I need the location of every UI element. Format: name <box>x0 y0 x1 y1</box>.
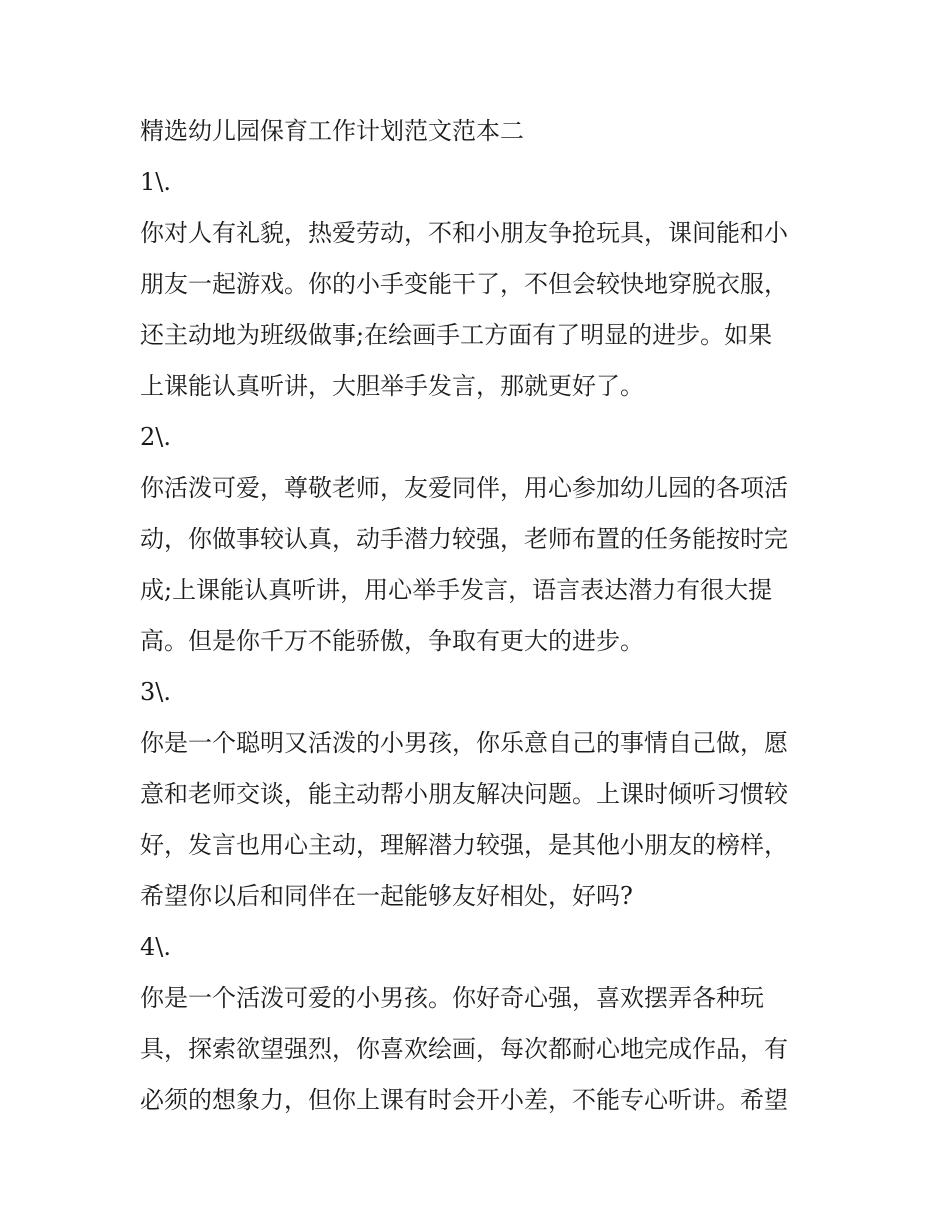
paragraph-line: 动，你做事较认真，动手潜力较强，老师布置的任务能按时完 <box>140 525 788 553</box>
section-paragraph <box>140 973 820 1126</box>
section-number: 2\. <box>140 423 171 451</box>
section-number: 4\. <box>140 933 171 961</box>
paragraph-line: 希望你以后和同伴在一起能够友好相处，好吗? <box>140 882 633 910</box>
paragraph-line: 你是一个聪明又活泼的小男孩，你乐意自己的事情自己做，愿 <box>140 729 788 757</box>
section-number: 1\. <box>140 168 171 196</box>
section-2 <box>140 412 820 667</box>
section-3 <box>140 667 820 922</box>
section-1 <box>140 157 820 412</box>
paragraph-line: 你活泼可爱，尊敬老师，友爱同伴，用心参加幼儿园的各项活 <box>140 474 788 502</box>
paragraph-line: 高。但是你千万不能骄傲，争取有更大的进步。 <box>140 627 644 655</box>
section-4 <box>140 922 820 1126</box>
section-paragraph <box>140 463 820 667</box>
document-title: 精选幼儿园保育工作计划范文范本二 <box>140 117 524 145</box>
paragraph-line: 上课能认真听讲，大胆举手发言，那就更好了。 <box>140 372 644 400</box>
paragraph-line: 你对人有礼貌，热爱劳动，不和小朋友争抢玩具，课间能和小 <box>140 219 788 247</box>
paragraph-line: 还主动地为班级做事;在绘画手工方面有了明显的进步。如果 <box>140 321 773 349</box>
paragraph-line: 必须的想象力，但你上课有时会开小差，不能专心听讲。希望 <box>140 1086 788 1114</box>
paragraph-line: 具，探索欲望强烈，你喜欢绘画，每次都耐心地完成作品，有 <box>140 1035 788 1063</box>
section-paragraph <box>140 718 820 922</box>
section-number: 3\. <box>140 678 171 706</box>
document-body <box>140 106 820 1126</box>
paragraph-line: 好，发言也用心主动，理解潜力较强，是其他小朋友的榜样， <box>140 831 788 859</box>
paragraph-line: 意和老师交谈，能主动帮小朋友解决问题。上课时倾听习惯较 <box>140 780 788 808</box>
section-paragraph <box>140 208 820 412</box>
paragraph-line: 成;上课能认真听讲，用心举手发言，语言表达潜力有很大提 <box>140 576 773 604</box>
paragraph-line: 朋友一起游戏。你的小手变能干了，不但会较快地穿脱衣服， <box>140 270 788 298</box>
paragraph-line: 你是一个活泼可爱的小男孩。你好奇心强，喜欢摆弄各种玩 <box>140 984 764 1012</box>
